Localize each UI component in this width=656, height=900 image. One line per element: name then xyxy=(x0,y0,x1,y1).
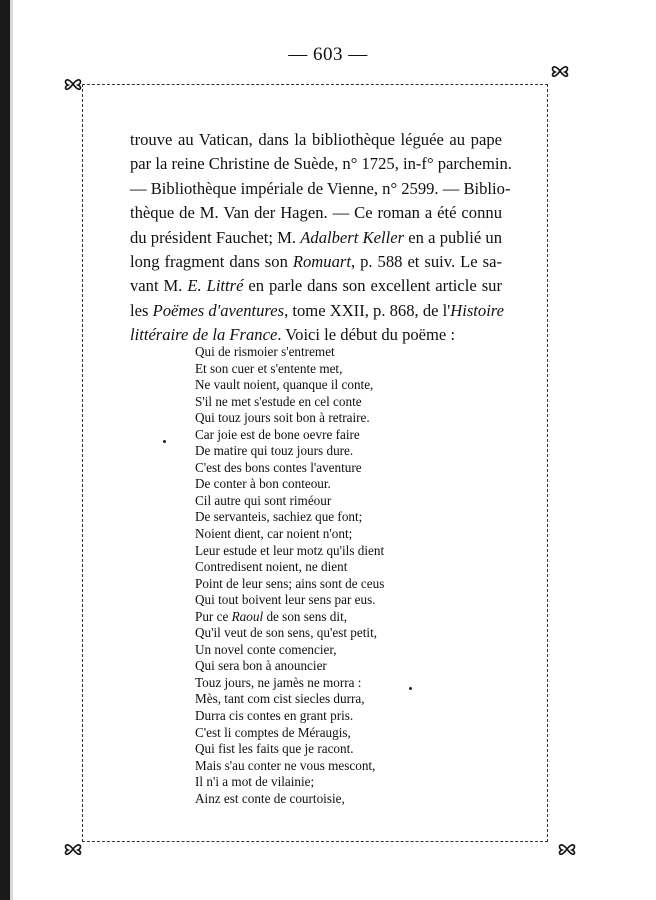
verse-line xyxy=(195,410,515,427)
text-run: Il n'i a mot de vilainie; xyxy=(195,774,315,790)
prose-line xyxy=(130,177,511,201)
italic-text: Poëmes d'aventures xyxy=(152,300,285,320)
verse-line xyxy=(195,576,515,593)
text-run: Contredisent noient, ne dient xyxy=(195,559,348,575)
text-run: Qui fist les faits que je racont. xyxy=(195,741,354,757)
text-run: trouve au Vatican, dans la bibliothèque léguée au pape xyxy=(130,130,502,149)
text-run: Qui touz jours soit bon à retraire. xyxy=(195,410,370,426)
text-run: , p. 588 et suiv. Le sa- xyxy=(350,252,502,272)
text-run: Leur estude et leur motz qu'ils dient xyxy=(195,542,385,558)
text-run: Point de leur sens; ains sont de ceus xyxy=(195,575,385,591)
text-run: Durra cis contes en grant pris. xyxy=(195,708,354,724)
prose-line xyxy=(130,226,502,250)
verse-line xyxy=(195,725,515,742)
verse-line xyxy=(195,361,515,378)
text-run: C'est des bons contes l'aventure xyxy=(195,459,362,475)
text-run: Noient dient, car noient n'ont; xyxy=(195,526,353,542)
scan-gutter-edge xyxy=(10,0,13,900)
text-run: Cil autre qui sont riméour xyxy=(195,492,332,508)
prose-line xyxy=(130,299,505,323)
text-run: — Bibliothèque impériale de Vienne, n° 2599. — Biblio- xyxy=(130,178,511,198)
verse-line xyxy=(195,460,515,477)
text-run: en parle dans son excellent article sur xyxy=(243,276,502,296)
verse-line xyxy=(195,543,515,560)
text-run: Ne vault noient, quanque il conte, xyxy=(195,377,374,393)
text-run: vant M. xyxy=(130,276,188,296)
verse-line xyxy=(195,559,515,576)
text-run: . Voici le début du poëme : xyxy=(277,325,456,345)
italic-text: E. Littré xyxy=(187,276,244,296)
verse-line xyxy=(195,509,515,526)
verse-line xyxy=(195,592,515,609)
poem-verse-block xyxy=(195,344,515,807)
text-run: de son sens dit, xyxy=(263,608,348,624)
text-run: en a publié un xyxy=(404,227,502,247)
text-run: Pur ce xyxy=(195,608,232,624)
corner-ornament-top-left-icon xyxy=(62,73,84,95)
text-run: C'est li comptes de Méraugis, xyxy=(195,724,351,740)
page-number: — 603 — xyxy=(288,44,368,65)
text-run: long fragment dans son xyxy=(130,252,293,272)
text-run: Ainz est conte de courtoisie, xyxy=(195,790,345,806)
verse-line xyxy=(195,609,515,626)
text-run: du président Fauchet; M. xyxy=(130,227,301,247)
verse-line xyxy=(195,791,515,808)
corner-ornament-bottom-left-icon xyxy=(62,838,84,860)
verse-line xyxy=(195,758,515,775)
verse-line xyxy=(195,493,515,510)
italic-text: Romuart xyxy=(292,252,351,272)
prose-line xyxy=(130,201,502,225)
verse-line xyxy=(195,708,515,725)
verse-line xyxy=(195,377,515,394)
verse-line xyxy=(195,625,515,642)
corner-ornament-bottom-right-icon xyxy=(556,838,578,860)
text-run: Touz jours, ne jamès ne morra : xyxy=(195,674,362,690)
scan-gutter-shadow xyxy=(0,0,10,900)
text-run: Mais s'au conter ne vous mescont, xyxy=(195,757,376,773)
verse-line xyxy=(195,741,515,758)
text-run: De matire qui touz jours dure. xyxy=(195,443,354,459)
verse-line xyxy=(195,691,515,708)
verse-line xyxy=(195,476,515,493)
italic-text: Adalbert Keller xyxy=(300,227,405,247)
text-run: Qui sera bon à anouncier xyxy=(195,658,327,674)
verse-line xyxy=(195,526,515,543)
verse-line xyxy=(195,394,515,411)
text-run: , tome XXII, p. 868, de l' xyxy=(284,300,451,320)
verse-line xyxy=(195,675,515,692)
verse-line xyxy=(195,642,515,659)
verse-line xyxy=(195,443,515,460)
text-run: Un novel conte comencier, xyxy=(195,641,337,657)
prose-line xyxy=(130,250,502,274)
text-run: De servanteis, sachiez que font; xyxy=(195,509,363,525)
text-run: Car joie est de bone oevre faire xyxy=(195,426,360,442)
text-run: Qui de rismoier s'entremet xyxy=(195,344,335,359)
text-run: Et son cuer et s'entente met, xyxy=(195,360,343,376)
prose-line xyxy=(130,152,512,176)
text-run: Mès, tant com cist siecles durra, xyxy=(195,691,365,707)
ink-speck xyxy=(409,687,412,690)
prose-line xyxy=(130,274,502,298)
prose-line xyxy=(130,128,502,152)
prose-paragraph xyxy=(130,128,512,348)
corner-ornament-top-right-icon xyxy=(549,60,571,82)
verse-line xyxy=(195,658,515,675)
text-run: par la reine Christine de Suède, n° 1725, in-f° parchemin. xyxy=(130,154,512,174)
ink-speck xyxy=(163,440,166,443)
text-run: Qu'il veut de son sens, qu'est petit, xyxy=(195,625,378,641)
italic-text: Raoul xyxy=(231,608,264,624)
verse-line xyxy=(195,427,515,444)
italic-text: littéraire de la France xyxy=(130,325,278,345)
text-run: thèque de M. Van der Hagen. — Ce roman a été connu xyxy=(130,203,502,223)
text-run: Qui tout boivent leur sens par eus. xyxy=(195,592,376,608)
text-run: De conter à bon conteour. xyxy=(195,476,331,492)
text-run: les xyxy=(130,300,153,320)
italic-text: Histoire xyxy=(450,300,505,320)
verse-line xyxy=(195,774,515,791)
verse-line xyxy=(195,344,515,361)
text-run: S'il ne met s'estude en cel conte xyxy=(195,393,362,409)
